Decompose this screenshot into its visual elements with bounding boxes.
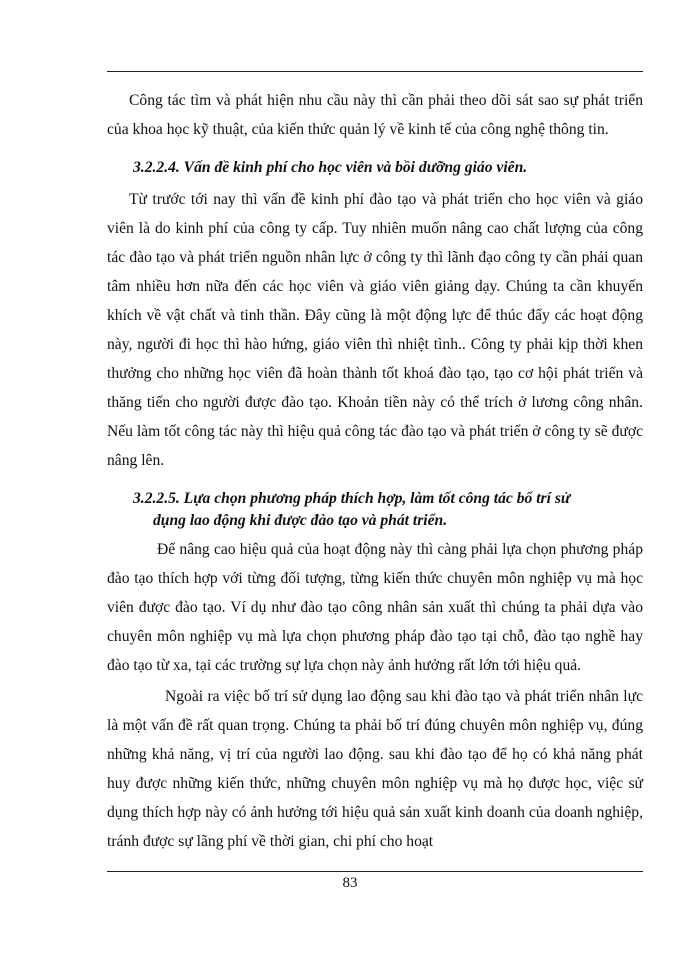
section-heading-3-2-2-4: 3.2.2.4. Vấn đề kinh phí cho học viên và bồi dưỡng giáo viên. — [133, 159, 528, 176]
page-body — [107, 86, 643, 856]
header-rule — [107, 71, 643, 72]
heading-line-2: dụng lao động khi được đào tạo và phát triển. — [153, 512, 448, 529]
paragraph-funding: Từ trước tới nay thì vấn đề kinh phí đào tạo và phát triển cho học viên và giáo viên là do kinh phí của công ty cấp. Tuy nhiên muốn nâng cao chất lượng của công tác đào tạo và phát triển nguồn nhân lực ở công ty thì lãnh đạo công ty cần phải quan tâm nhiều hơn nữa đến các học viên và giáo viên giảng dạy. Chúng ta cần khuyến khích về vật chất và tinh thần. Đây cũng là một động lực để thúc đẩy các hoạt động này, người đi học thì hào hứng, giáo viên thì nhiệt tình.. Công ty phải kịp thời khen thưởng cho những học viên đã hoàn thành tốt khoá đào tạo, tạo cơ hội phát triển và thăng tiến cho người được đào tạo. Khoản tiền này có thể trích ở lương công nhân. Nếu làm tốt công tác này thì hiệu quả công tác đào tạo và phát triển ở công ty sẽ được nâng lên. — [107, 191, 643, 469]
heading-line-1: 3.2.2.5. Lựa chọn phương pháp thích hợp, làm tốt công tác bố trí sử — [133, 490, 571, 507]
paragraph-methods: Để nâng cao hiệu quả của hoạt động này thì càng phải lựa chọn phương pháp đào tạo thích hợp với từng đối tượng, từng kiến thức chuyên môn nghiệp vụ mà học viên được đào tạo. Ví dụ như đào tạo công nhân sản xuất thì chúng ta phải dựa vào chuyên môn nghiệp vụ mà lựa chọn phương pháp đào tạo tại chỗ, đào tạo nghề hay đào tạo từ xa, tại các trường sự lựa chọn này ảnh hưởng rất lớn tới hiệu quả. — [107, 541, 643, 674]
section-heading-3-2-2-5 — [107, 488, 643, 532]
page-number: 83 — [342, 875, 358, 891]
paragraph-intro: Công tác tìm và phát hiện nhu cầu này thì cần phải theo dõi sát sao sự phát triển của khoa học kỹ thuật, của kiến thức quản lý về kinh tế của công nghệ thông tin. — [107, 92, 643, 138]
footer-rule — [107, 871, 643, 872]
paragraph-deployment: Ngoài ra việc bố trí sử dụng lao động sau khi đào tạo và phát triển nhân lực là một vấn đề rất quan trọng. Chúng ta phải bố trí đúng chuyên môn nghiệp vụ, đúng những khả năng, vị trí của người lao động. sau khi đào tạo để họ có khả năng phát huy được những kiến thức, những chuyên môn nghiệp vụ mà họ được học, việc sử dụng thích hợp này có ảnh hưởng tới hiệu quả sản xuất kinh doanh của doanh nghiệp, tránh được sự lãng phí về thời gian, chi phí cho hoạt — [107, 688, 643, 850]
